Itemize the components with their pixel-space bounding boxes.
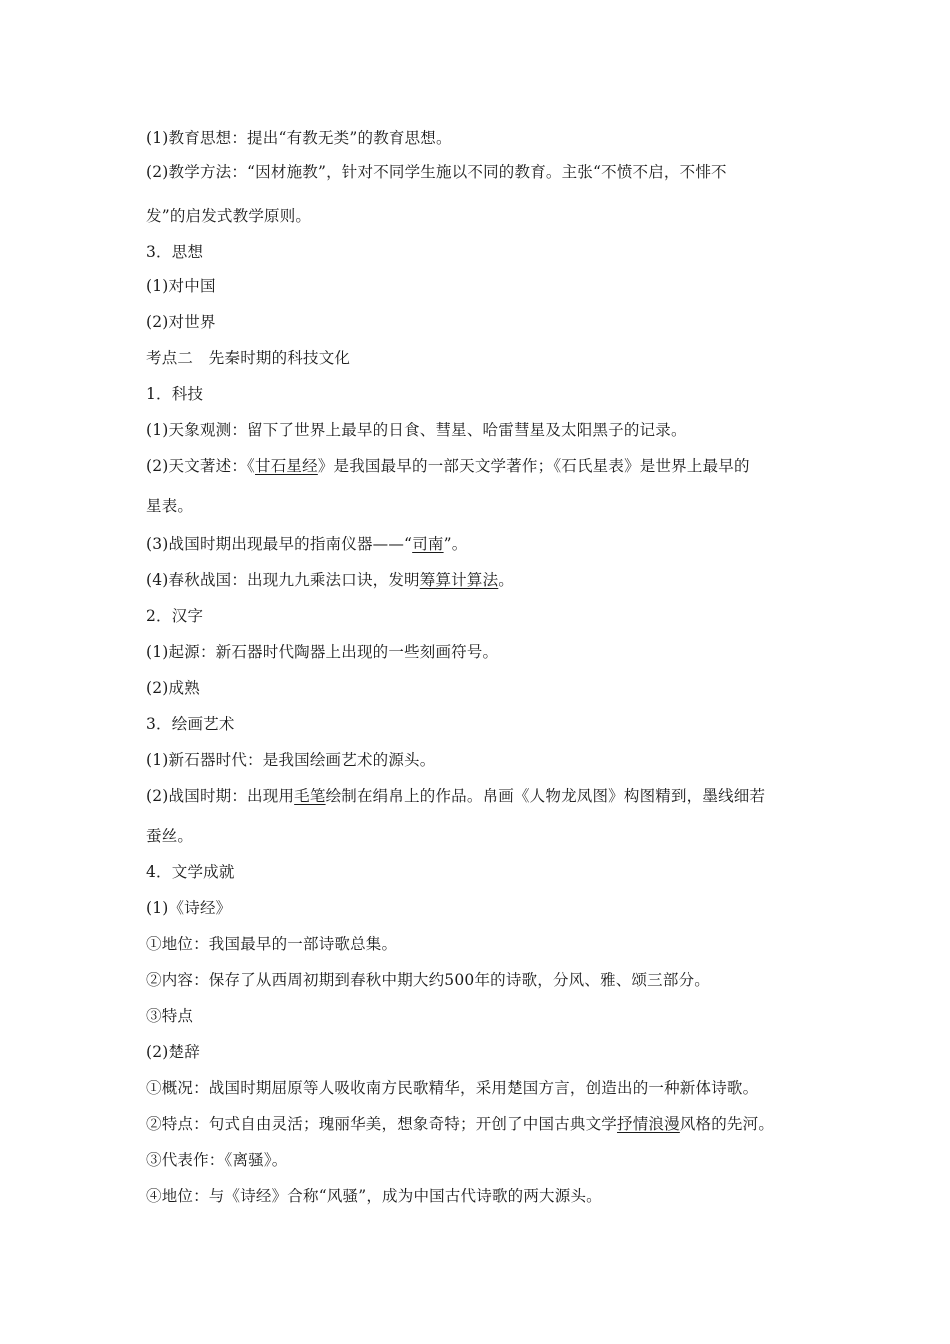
text-segment: (2)楚辞: [146, 1043, 200, 1061]
text-segment: ”。: [443, 535, 468, 553]
text-line-chuci-status: [146, 1186, 602, 1206]
text-segment: ③特点: [146, 1007, 194, 1025]
underlined-key-term: 甘石星经: [255, 457, 318, 475]
text-line-chuci-representative: [146, 1150, 288, 1170]
text-segment: 。: [498, 571, 514, 589]
text-line-heading-thought: [146, 242, 203, 262]
text-line-hanzi-mature: [146, 678, 200, 698]
text-segment: 》是我国最早的一部天文学著作；《石氏星表》是世界上最早的: [317, 457, 750, 475]
text-segment: (1)《诗经》: [146, 899, 232, 917]
text-segment: 星表。: [146, 497, 194, 515]
text-line-thought-china: [146, 276, 216, 296]
text-segment: ②内容：保存了从西周初期到春秋中期大约500年的诗歌，分风、雅、颂三部分。: [146, 971, 710, 989]
text-segment: (1)起源：新石器时代陶器上出现的一些刻画符号。: [146, 643, 499, 661]
text-line-painting-neolithic: [146, 750, 435, 770]
text-line-tech-math: [146, 570, 514, 590]
text-line-heading-literature: [146, 862, 235, 882]
text-segment: (1)新石器时代：是我国绘画艺术的源头。: [146, 751, 436, 769]
text-segment: 4．文学成就: [146, 863, 235, 881]
text-segment: (2)战国时期：出现用: [146, 787, 295, 805]
text-segment: (2)对世界: [146, 313, 216, 331]
underlined-key-term: 筹算计算法: [419, 571, 499, 589]
text-line-heading-kaodian2: [146, 348, 350, 368]
underlined-key-term: 抒情浪漫: [617, 1115, 680, 1133]
text-line-heading-painting: [146, 714, 235, 734]
text-line-tech-compass: [146, 534, 467, 554]
underlined-key-term: 司南: [412, 535, 444, 553]
text-segment: 2．汉字: [146, 607, 204, 625]
text-segment: (4)春秋战国：出现九九乘法口诀，发明: [146, 571, 420, 589]
text-line-thought-world: [146, 312, 216, 332]
text-line-painting-warring: [146, 786, 765, 806]
text-line-teaching-method: [146, 162, 727, 182]
text-line-shijing-status: [146, 934, 397, 954]
text-segment: (2)教学方法：“因材施教”，针对不同学生施以不同的教育。主张“不愤不启，不悱不: [146, 163, 727, 181]
text-line-heading-hanzi: [146, 606, 203, 626]
text-segment: 发”的启发式教学原则。: [146, 207, 312, 225]
text-line-chuci-overview: [146, 1078, 758, 1098]
text-segment: ③代表作：《离骚》。: [146, 1151, 288, 1169]
text-segment: (1)天象观测：留下了世界上最早的日食、彗星、哈雷彗星及太阳黑子的记录。: [146, 421, 687, 439]
text-segment: (1)对中国: [146, 277, 216, 295]
text-segment: ①地位：我国最早的一部诗歌总集。: [146, 935, 398, 953]
text-segment: ②特点：句式自由灵活；瑰丽华美，想象奇特；开创了中国古典文学: [146, 1115, 618, 1133]
text-segment: (2)成熟: [146, 679, 200, 697]
text-segment: 考点二 先秦时期的科技文化: [146, 349, 351, 367]
text-line-tech-astronomy: [146, 420, 687, 440]
text-segment: ①概况：战国时期屈原等人吸收南方民歌精华，采用楚国方言，创造出的一种新体诗歌。: [146, 1079, 759, 1097]
text-line-chuci-features: [146, 1114, 774, 1134]
text-line-chuci-title: [146, 1042, 200, 1062]
text-segment: 风格的先河。: [679, 1115, 775, 1133]
text-segment: (1)教育思想：提出“有教无类”的教育思想。: [146, 129, 452, 147]
text-line-tech-astro-works: [146, 456, 750, 476]
text-segment: 绘制在绢帛上的作品。帛画《人物龙凤图》构图精到，墨线细若: [325, 787, 766, 805]
text-line-tech-astro-works-cont: [146, 496, 193, 516]
text-segment: 3．思想: [146, 243, 204, 261]
text-line-edu-thought: [146, 128, 452, 148]
text-segment: 蚕丝。: [146, 827, 194, 845]
text-line-painting-warring-cont: [146, 826, 193, 846]
text-line-shijing-features: [146, 1006, 193, 1026]
text-segment: 3．绘画艺术: [146, 715, 235, 733]
text-segment: (2)天文著述：《: [146, 457, 256, 475]
text-line-shijing-title: [146, 898, 231, 918]
text-segment: ④地位：与《诗经》合称“风骚”，成为中国古代诗歌的两大源头。: [146, 1187, 602, 1205]
underlined-key-term: 毛笔: [294, 787, 326, 805]
text-line-teaching-method-cont: [146, 206, 311, 226]
text-line-shijing-content: [146, 970, 710, 990]
text-segment: (3)战国时期出现最早的指南仪器——“: [146, 535, 413, 553]
text-line-heading-tech: [146, 384, 203, 404]
text-line-hanzi-origin: [146, 642, 498, 662]
text-segment: 1．科技: [146, 385, 204, 403]
